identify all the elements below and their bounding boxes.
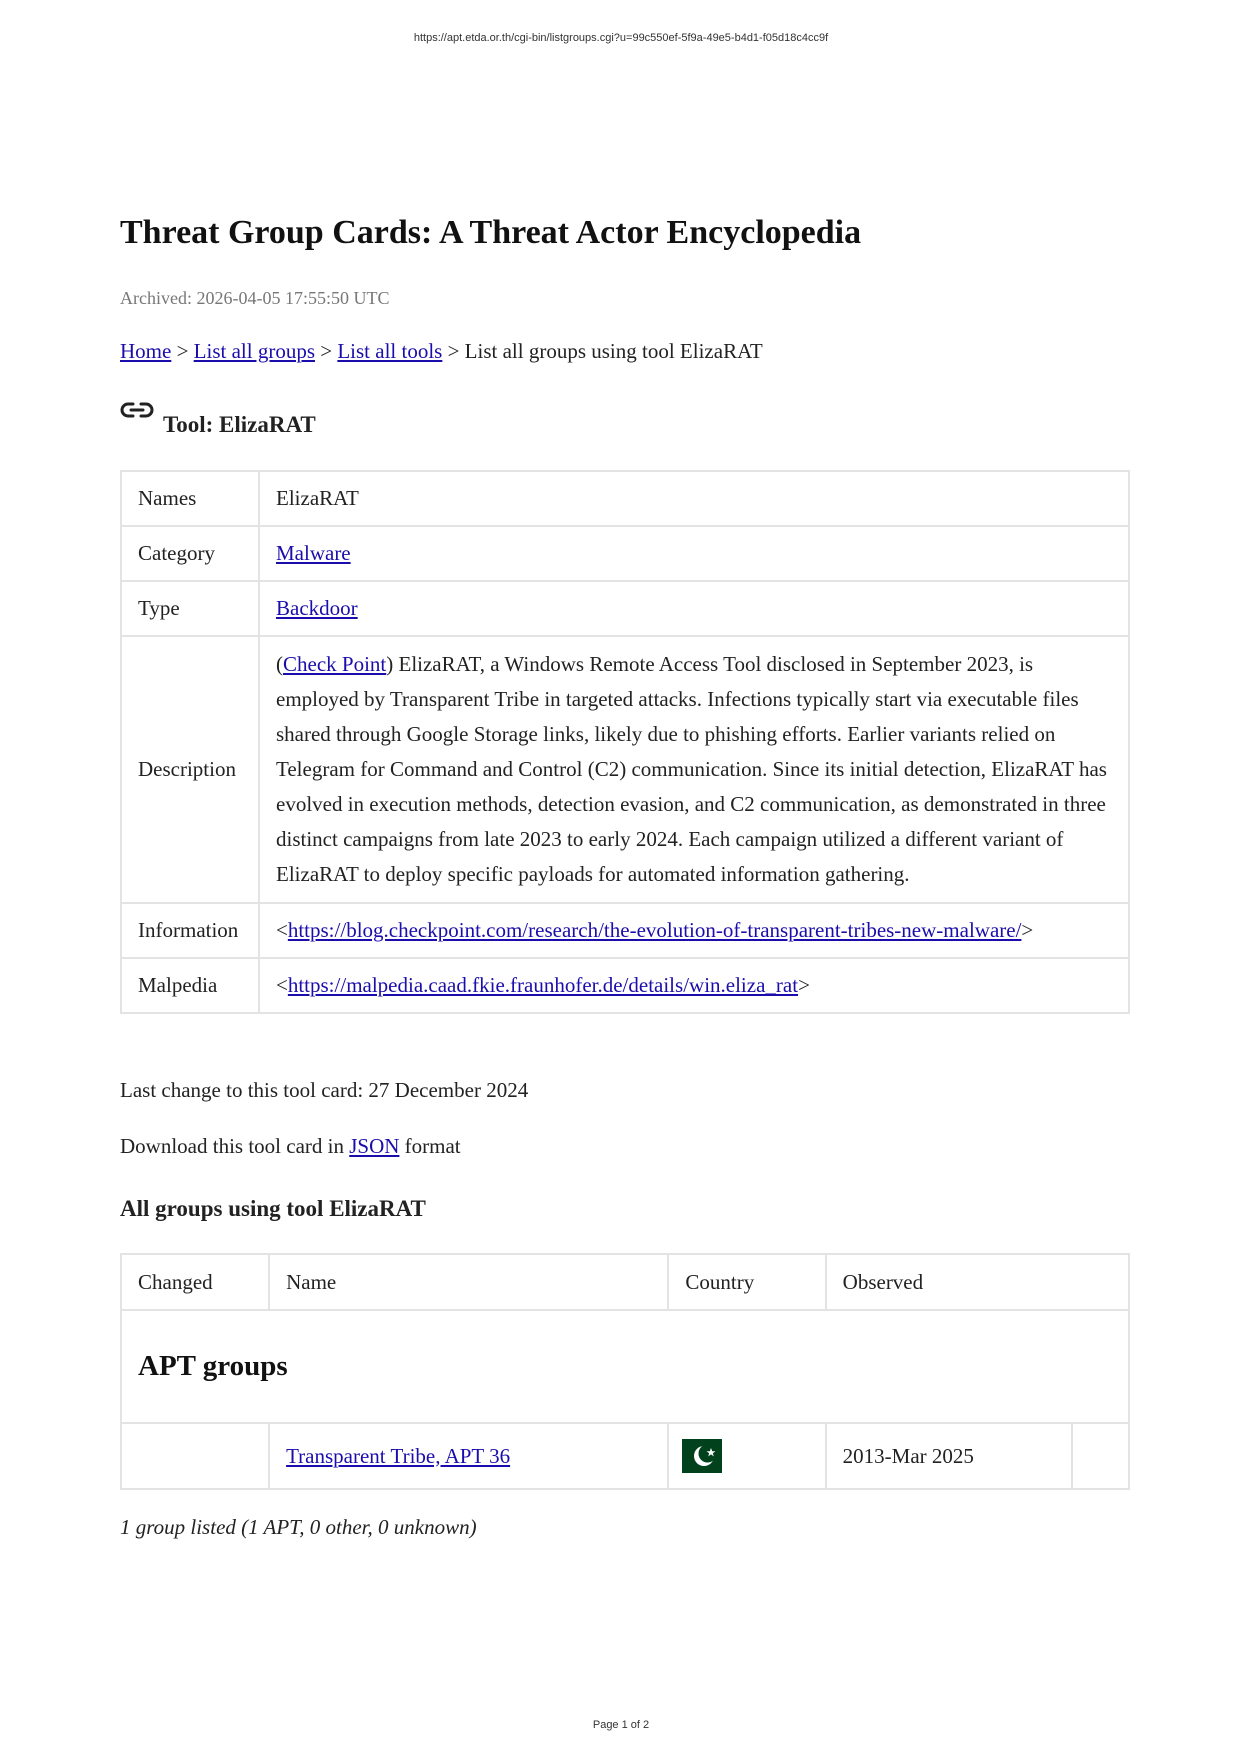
- json-download-link[interactable]: JSON: [349, 1134, 400, 1158]
- type-label: Type: [121, 581, 259, 636]
- column-header-changed: Changed: [121, 1254, 269, 1310]
- category-label: Category: [121, 526, 259, 581]
- information-label: Information: [121, 903, 259, 958]
- breadcrumb: [120, 339, 763, 364]
- print-header-url: https://apt.etda.or.th/cgi-bin/listgroups.cgi?u=99c550ef-5f9a-49e5-b4d1-f05d18c4cc9f: [413, 32, 829, 44]
- breadcrumb-tools-link[interactable]: List all tools: [337, 339, 443, 363]
- column-header-observed: Observed: [826, 1254, 1129, 1310]
- groups-summary: 1 group listed (1 APT, 0 other, 0 unknown): [120, 1515, 477, 1539]
- page-footer: Page 1 of 2: [592, 1719, 650, 1731]
- names-value: ElizaRAT: [259, 471, 1129, 526]
- breadcrumb-current: > List all groups using tool ElizaRAT: [442, 339, 763, 363]
- group-name-cell: [269, 1423, 668, 1489]
- table-row: [121, 636, 1129, 903]
- information-value: [259, 903, 1129, 958]
- category-link[interactable]: Malware: [276, 541, 351, 565]
- pakistan-flag-icon: [682, 1439, 722, 1473]
- angle-close: >: [798, 973, 810, 997]
- type-value: [259, 581, 1129, 636]
- table-row: [121, 1423, 1129, 1489]
- groups-table: [120, 1253, 1130, 1490]
- breadcrumb-groups-link[interactable]: List all groups: [193, 339, 315, 363]
- group-observed: 2013-Mar 2025: [826, 1423, 1072, 1489]
- link-icon: [120, 400, 154, 422]
- download-line: [120, 1134, 461, 1159]
- information-link[interactable]: https://blog.checkpoint.com/research/the-evolution-of-transparent-tribes-new-malware/: [287, 918, 1022, 942]
- column-header-name: Name: [269, 1254, 668, 1310]
- malpedia-label: Malpedia: [121, 958, 259, 1013]
- malpedia-link[interactable]: https://malpedia.caad.fkie.fraunhofer.de/details/win.eliza_rat: [287, 973, 799, 997]
- column-header-country: Country: [668, 1254, 825, 1310]
- angle-open: <: [276, 918, 288, 942]
- description-text: ) ElizaRAT, a Windows Remote Access Tool disclosed in September 2023, is employed by Transparent Tribe in targeted attacks. Infections typically start via executable files shared through Google Storage links, likely due to phishing efforts. Earlier variants relied on Telegram for Command and Control (C2) communication. Since its initial detection, ElizaRAT has evolved in execution methods, detection evasion, and C2 communication, as demonstrated in three distinct campaigns from late 2023 to early 2024. Each campaign utilized a different variant of ElizaRAT to deploy specific payloads for automated information gathering.: [276, 652, 1107, 886]
- angle-close: >: [1021, 918, 1034, 942]
- breadcrumb-home-link[interactable]: Home: [120, 339, 172, 363]
- table-row: [121, 581, 1129, 636]
- group-country-cell: [668, 1423, 825, 1489]
- description-open-paren: (: [276, 652, 283, 676]
- download-suffix: format: [399, 1134, 461, 1158]
- tool-heading-text: Tool: ElizaRAT: [163, 412, 316, 437]
- group-extra-cell: [1072, 1423, 1129, 1489]
- table-row: [121, 526, 1129, 581]
- type-link[interactable]: Backdoor: [276, 596, 358, 620]
- section-row: [121, 1310, 1129, 1423]
- table-row: [121, 471, 1129, 526]
- description-label: Description: [121, 636, 259, 903]
- group-changed: [121, 1423, 269, 1489]
- page-title: Threat Group Cards: A Threat Actor Encyclopedia: [120, 214, 862, 251]
- breadcrumb-separator: >: [171, 339, 194, 363]
- angle-open: <: [276, 973, 288, 997]
- download-prefix: Download this tool card in: [120, 1134, 350, 1158]
- table-row: [121, 958, 1129, 1013]
- description-source-link[interactable]: Check Point: [283, 652, 387, 676]
- tool-card-table: [120, 470, 1130, 1014]
- tool-heading: [120, 400, 316, 438]
- malpedia-value: [259, 958, 1129, 1013]
- table-row: [121, 903, 1129, 958]
- category-value: [259, 526, 1129, 581]
- names-label: Names: [121, 471, 259, 526]
- breadcrumb-separator: >: [315, 339, 338, 363]
- table-header-row: [121, 1254, 1129, 1310]
- last-change-text: Last change to this tool card: 27 December 2024: [120, 1078, 529, 1102]
- archived-timestamp: Archived: 2026-04-05 17:55:50 UTC: [120, 288, 390, 308]
- description-value: [259, 636, 1129, 903]
- groups-heading: All groups using tool ElizaRAT: [120, 1196, 426, 1221]
- group-name-link[interactable]: Transparent Tribe, APT 36: [286, 1443, 511, 1468]
- section-title: APT groups: [121, 1310, 1129, 1423]
